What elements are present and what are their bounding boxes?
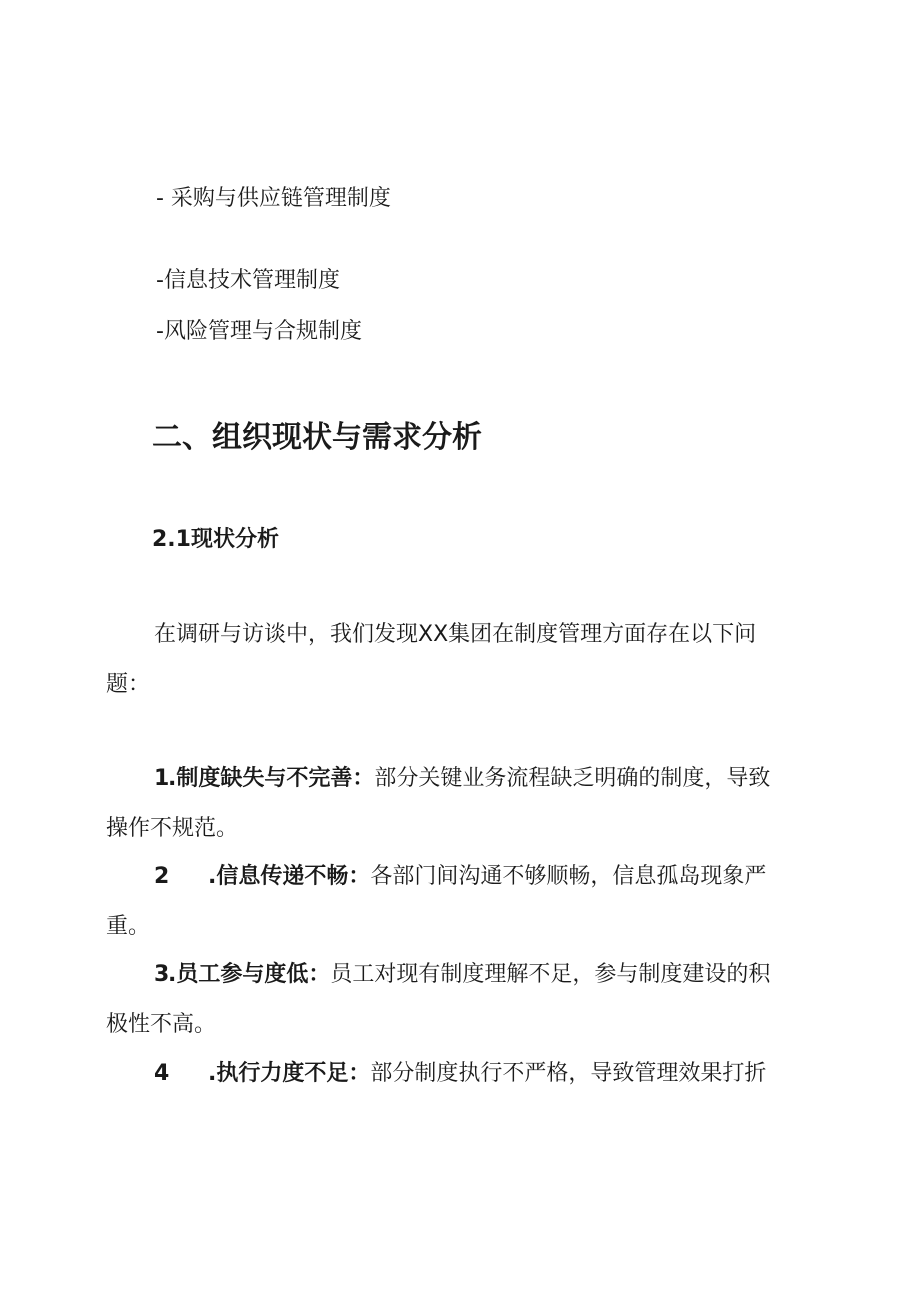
bullet-item-it-management: -信息技术管理制度: [156, 268, 340, 293]
issue-item-3: [106, 960, 822, 1040]
bullet-item-procurement: - 采购与供应链管理制度: [156, 186, 391, 211]
issue-text: 部分制度执行不严格，导致管理效果打折: [370, 1061, 767, 1086]
issue-number: 1: [154, 766, 170, 791]
issue-text: 员工对现有制度理解不足，参与制度建设的积: [330, 962, 771, 987]
issue-text: 部分关键业务流程缺乏明确的制度，导致: [374, 766, 771, 791]
issue-number: 3: [154, 962, 170, 987]
issue-keyword: .执行力度不足：: [208, 1061, 371, 1086]
sub-heading: 2.1现状分析: [152, 527, 279, 552]
issue-keyword: .制度缺失与不完善：: [168, 766, 375, 791]
issue-text: 各部门间沟通不够顺畅，信息孤岛现象严: [370, 864, 767, 889]
issue-text-continued: 重。: [106, 914, 151, 939]
issue-item-1: [106, 764, 822, 844]
issue-item-2: [106, 862, 822, 942]
issue-text-continued: 极性不高。: [106, 1012, 217, 1037]
issue-item-4: [106, 1059, 822, 1089]
section-heading: 二、组织现状与需求分析: [152, 420, 482, 455]
issue-number: 4: [154, 1061, 170, 1086]
issue-keyword: .信息传递不畅：: [208, 864, 371, 889]
issue-keyword: .员工参与度低：: [168, 962, 331, 987]
issue-number: 2: [154, 864, 170, 889]
intro-line-2: 题：: [106, 672, 151, 697]
bullet-item-risk-compliance: -风险管理与合规制度: [156, 319, 362, 344]
intro-line-1: 在调研与访谈中，我们发现XX集团在制度管理方面存在以下问: [154, 622, 757, 647]
intro-paragraph: [106, 620, 822, 700]
issue-text-continued: 操作不规范。: [106, 816, 239, 841]
